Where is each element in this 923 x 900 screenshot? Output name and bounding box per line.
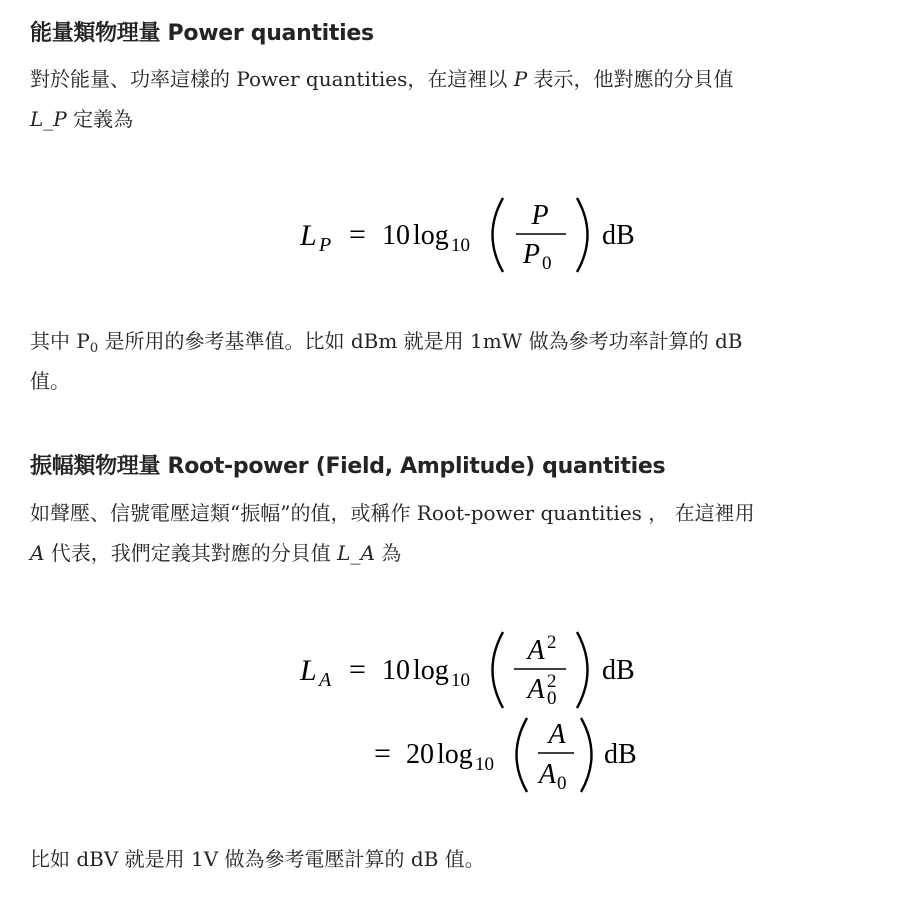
left-paren [493, 198, 504, 272]
left-paren-1 [493, 632, 504, 708]
intro2-line-2 [30, 533, 885, 573]
formula2-unit-1: dB [602, 655, 635, 686]
formula2-lhs-sub: A [319, 669, 332, 691]
variable-lp: L_P [30, 107, 67, 131]
intro2-text-c: 為 [374, 541, 402, 565]
reference-value-note [30, 321, 885, 401]
formula-equals: = [349, 218, 366, 251]
right-paren-1 [577, 632, 588, 708]
formula2-log-base-2: 10 [475, 754, 494, 775]
formula-numerator: P [531, 200, 549, 231]
note-text-b: 是所用的參考基準值。比如 dBm 就是用 1mW 做為參考功率計算的 dB [98, 329, 743, 353]
formula-denominator: P [522, 239, 540, 270]
formula-lhs-sub: P [319, 234, 332, 256]
formula2-coefficient-1: 10 [382, 655, 410, 686]
intro2-line-1: 如聲壓、信號電壓這類“振幅”的值，或稱作 Root-power quantities ， 在這裡用 [30, 501, 755, 525]
formula-coefficient: 10 [382, 220, 410, 251]
note-line-2: 值。 [30, 369, 70, 393]
note-text-a: 其中 P [30, 329, 90, 353]
root-power-quantities-intro [30, 493, 885, 573]
left-paren-2 [517, 718, 528, 792]
variable-p: P [513, 67, 528, 91]
formula2-unit-2: dB [604, 739, 637, 770]
formula2-lhs-symbol: L [300, 654, 317, 687]
dbv-note [30, 839, 885, 879]
formula2-coefficient-2: 20 [406, 739, 434, 770]
dbv-note-text: 比如 dBV 就是用 1V 做為參考電壓計算的 dB 值。 [30, 847, 485, 871]
formula-unit: dB [602, 220, 635, 251]
formula2-denominator-1: A [527, 674, 545, 705]
formula2-denominator-power: 2 [547, 671, 557, 692]
intro-text-b: 表示，他對應的分貝值 [527, 67, 734, 91]
formula2-log-2: log [437, 739, 473, 770]
intro-line-2 [30, 99, 885, 139]
formula-log-base: 10 [451, 235, 470, 256]
formula2-log-base-1: 10 [451, 670, 470, 691]
formula-log: log [413, 220, 449, 251]
formula-lhs-symbol: L [300, 219, 317, 252]
formula2-numerator-2: A [548, 719, 566, 750]
variable-la: L_A [337, 541, 375, 565]
formula2-numerator-1: A [527, 635, 545, 666]
formula-denominator-sub: 0 [542, 253, 552, 274]
formula2-log-1: log [413, 655, 449, 686]
formula2-denominator-2: A [538, 759, 556, 790]
root-power-quantities-heading: 振幅類物理量 Root-power (Field, Amplitude) quantities [30, 454, 666, 479]
intro-text-a: 對於能量、功率這樣的 Power quantities，在這裡以 [30, 67, 514, 91]
note-line-1 [30, 321, 885, 361]
amplitude-db-formula [298, 628, 637, 805]
note-subscript: 0 [89, 341, 99, 356]
power-quantities-heading: 能量類物理量 Power quantities [30, 21, 374, 46]
power-db-formula [298, 192, 635, 283]
formula2-equals-1: = [349, 653, 366, 686]
variable-a: A [30, 541, 45, 565]
formula2-equals-2: = [374, 737, 391, 770]
intro-line-1 [30, 59, 885, 99]
formula2-numerator-power: 2 [547, 632, 557, 653]
intro-text-c: 定義為 [66, 107, 134, 131]
power-quantities-intro [30, 59, 885, 139]
right-paren-2 [581, 718, 592, 792]
formula2-denominator-sub-1: 0 [547, 688, 557, 709]
formula2-denominator-sub-2: 0 [557, 773, 567, 794]
right-paren [577, 198, 588, 272]
intro2-text-b: 代表，我們定義其對應的分貝值 [44, 541, 338, 565]
